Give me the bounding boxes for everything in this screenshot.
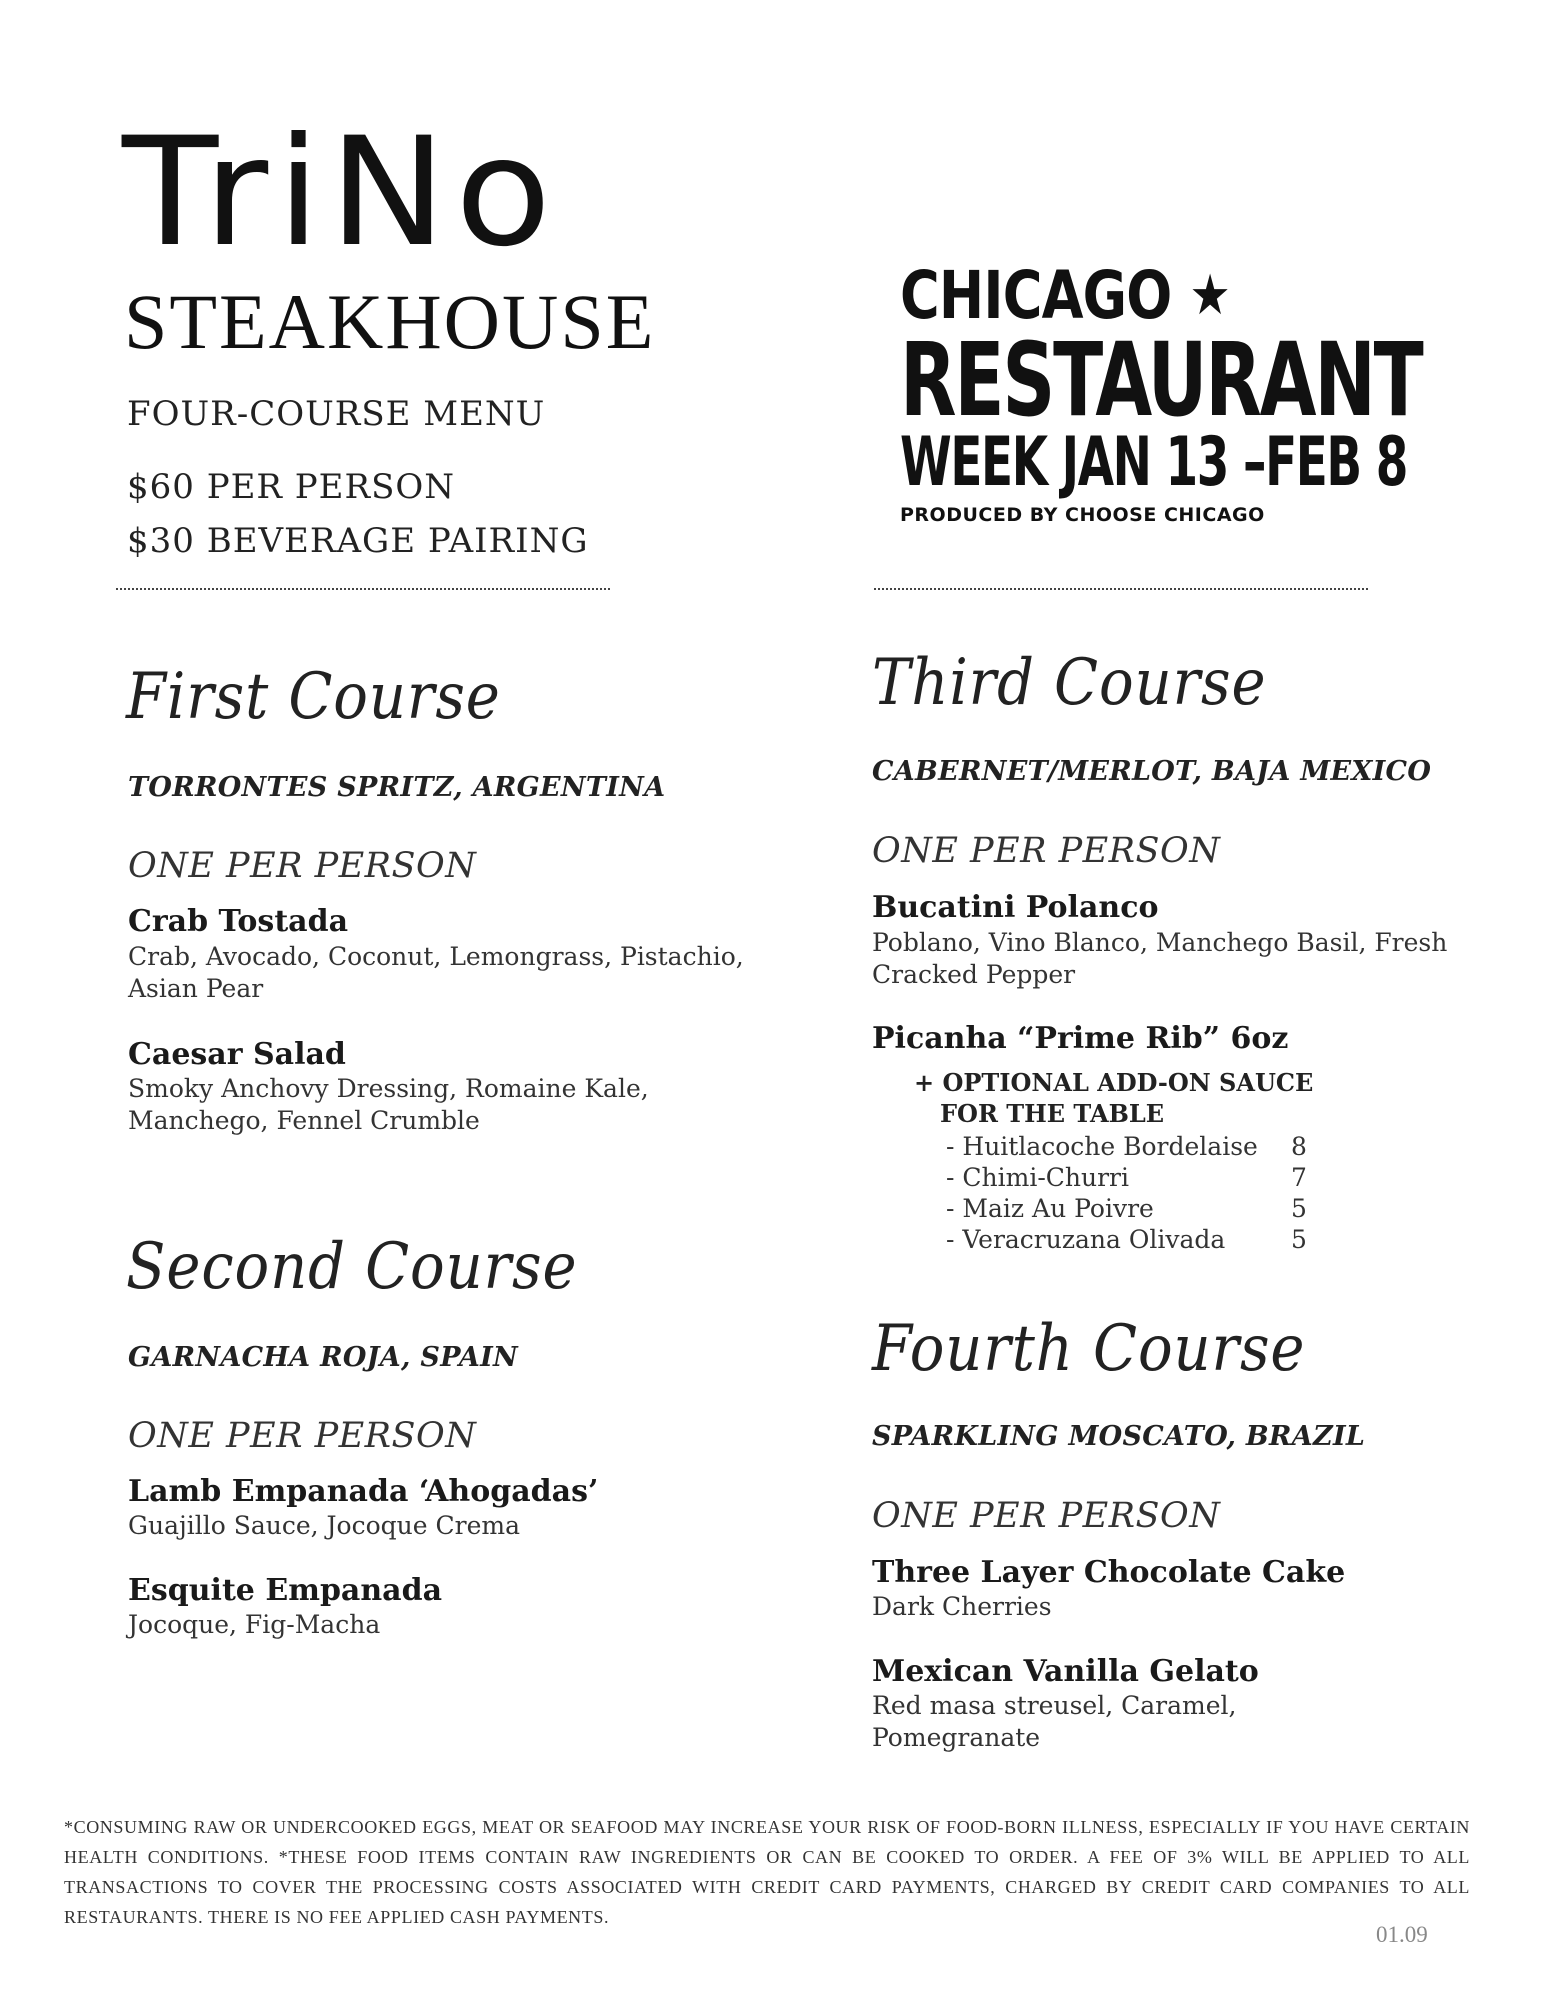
sauce-price: 8 <box>1291 1132 1307 1161</box>
dish-description: Poblano, Vino Blanco, Manchego Basil, Fresh Cracked Pepper <box>872 928 1448 989</box>
third-course-title: Third Course <box>872 646 1267 720</box>
badge-chicago: CHICAGO <box>900 257 1172 334</box>
dish-description: Dark Cherries <box>872 1592 1052 1621</box>
price-per-person: $60 PER PERSON <box>127 467 456 507</box>
third-course-note: ONE PER PERSON <box>872 831 1221 871</box>
sauce-item <box>946 1131 1307 1162</box>
third-course-wine: CABERNET/MERLOT, BAJA MEXICO <box>872 756 1432 787</box>
dish-name: Three Layer Chocolate Cake <box>872 1555 1346 1590</box>
sauce-name: - Huitlacoche Bordelaise <box>946 1132 1258 1161</box>
sauce-item <box>946 1193 1307 1224</box>
dish-description: Smoky Anchovy Dressing, Romaine Kale, Manchego, Fennel Crumble <box>128 1074 649 1135</box>
sauce-name: - Chimi-Churri <box>946 1163 1129 1192</box>
sauce-item <box>946 1224 1307 1255</box>
second-course-note: ONE PER PERSON <box>128 1416 477 1456</box>
dish-description: Jocoque, Fig-Macha <box>128 1610 381 1639</box>
fourth-course-wine: SPARKLING MOSCATO, BRAZIL <box>872 1421 1366 1452</box>
sauce-name: - Maiz Au Poivre <box>946 1194 1154 1223</box>
fourth-course-title: Fourth Course <box>872 1312 1306 1386</box>
second-course-title: Second Course <box>126 1230 578 1304</box>
addon-subheading: FOR THE TABLE <box>940 1099 1165 1128</box>
dish-name: Mexican Vanilla Gelato <box>872 1654 1259 1689</box>
steakhouse-title: STEAKHOUSE <box>124 278 656 365</box>
sauce-item <box>946 1162 1307 1193</box>
first-course-title: First Course <box>126 660 501 734</box>
menu-version-code: 01.09 <box>1376 1922 1428 1947</box>
star-icon: ★ <box>1189 263 1230 328</box>
addon-heading: + OPTIONAL ADD-ON SAUCE <box>914 1068 1314 1097</box>
dish-name: Lamb Empanada ‘Ahogadas’ <box>128 1474 599 1509</box>
first-course-note: ONE PER PERSON <box>128 846 477 886</box>
badge-produced-by: PRODUCED BY CHOOSE CHICAGO <box>900 504 1265 526</box>
dish-description: Red masa streusel, Caramel, Pomegranate <box>872 1691 1237 1752</box>
divider-left <box>116 588 610 590</box>
sauce-price: 5 <box>1291 1225 1307 1254</box>
badge-restaurant: RESTAURANT <box>900 321 1422 440</box>
dish-name: Bucatini Polanco <box>872 890 1159 925</box>
sauce-price: 7 <box>1291 1163 1307 1192</box>
restaurant-week-badge <box>900 257 1422 526</box>
dish-name: Caesar Salad <box>128 1037 346 1072</box>
disclaimer: *CONSUMING RAW OR UNDERCOOKED EGGS, MEAT OR SEAFOOD MAY INCREASE YOUR RISK OF FOOD-BORN ILLNESS, ESPECIALLY IF YOU HAVE CERTAIN HEALTH CONDITIONS. *THESE FOOD ITEMS CONTAIN RAW INGREDIENTS OR CAN BE COOKED TO ORDER. A FEE OF 3% WILL BE APPLIED TO ALL TRANSACTIONS TO COVER THE PROCESSING COSTS ASSOCIATED WITH CREDIT CARD PAYMENTS, CHARGED BY CREDIT CARD COMPANIES TO ALL RESTAURANTS. THERE IS NO FEE APPLIED CASH PAYMENTS. <box>64 1817 1470 1927</box>
divider-right <box>874 588 1368 590</box>
second-course-wine: GARNACHA ROJA, SPAIN <box>128 1342 518 1373</box>
beverage-pairing: $30 BEVERAGE PAIRING <box>127 521 589 561</box>
fourth-course-note: ONE PER PERSON <box>872 1496 1221 1536</box>
menu-type: FOUR-COURSE MENU <box>127 394 546 434</box>
sauce-name: - Veracruzana Olivada <box>946 1225 1226 1254</box>
first-course-wine: TORRONTES SPRITZ, ARGENTINA <box>128 772 666 803</box>
dish-name: Esquite Empanada <box>128 1573 443 1608</box>
dish-name: Picanha “Prime Rib” 6oz <box>872 1021 1289 1056</box>
sauce-price: 5 <box>1291 1194 1307 1223</box>
dish-description: Guajillo Sauce, Jocoque Crema <box>128 1511 520 1540</box>
trino-logo: TriNo <box>122 106 560 280</box>
sauce-list <box>946 1131 1307 1255</box>
dish-description: Crab, Avocado, Coconut, Lemongrass, Pistachio, Asian Pear <box>128 942 744 1003</box>
badge-dates: WEEK JAN 13 –FEB 8 <box>900 423 1408 502</box>
dish-name: Crab Tostada <box>128 904 349 939</box>
